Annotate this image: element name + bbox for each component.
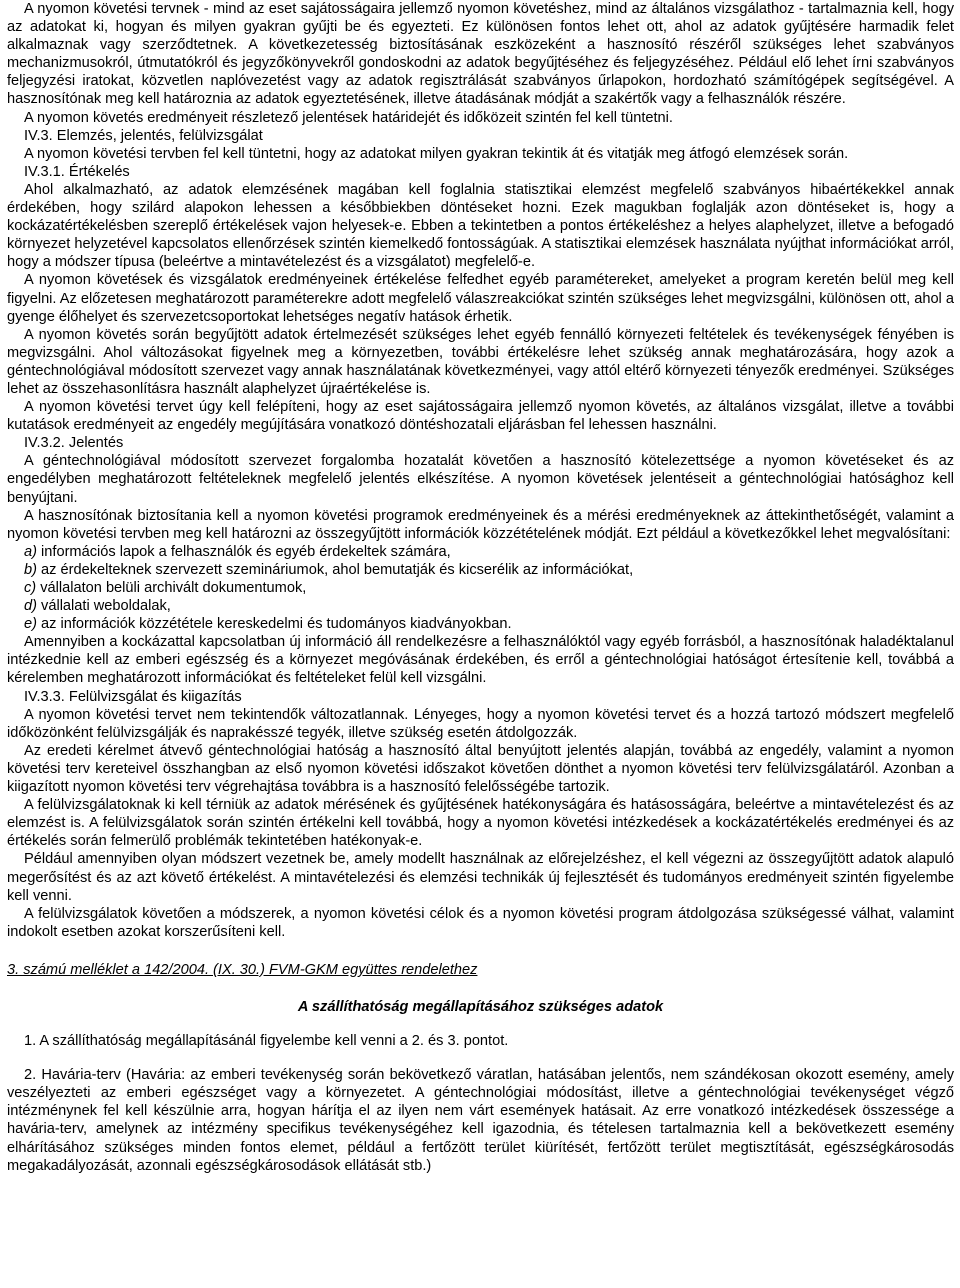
annex-reference: 3. számú melléklet a 142/2004. (IX. 30.) FVM-GKM együttes rendelethez [7,961,478,978]
paragraph: A nyomon követések és vizsgálatok eredményeinek értékelése felfedhet egyéb paramétereket, amelyeket a program keretén belül meg kell figyelni. Az előzetesen meghatározott paraméterekre adott megfelelő válaszreakciókat szintén szükséges lehet megvizsgálni, különösen ott, ahol a gyenge élőhelyet és szervezetcsoportokat lehetséges negatív hatások érhetik. [7,272,954,325]
paragraph: Amennyiben a kockázattal kapcsolatban új információ áll rendelkezésre a felhasználóktól vagy egyéb forrásból, a hasznosítónak haladéktalanul intézkednie kell az emberi egészség és a környezet megóvásának érdekében, és erről a géntechnológiai hatóságot értesítenie kell, továbbá a kérelemben meghatározott információkat és feltételeket felül kell vizsgálni. [7,634,954,687]
list-item-text: az információk közzététele kereskedelmi és tudományos kiadványokban. [36,616,512,633]
paragraph: Az eredeti kérelmet átvevő géntechnológiai hatóság a hasznosító által benyújtott jelentés alapján, továbbá az engedély, valamint a nyomon követési terv kereteivel összhangban az első nyomon követési időszakot követően dönthet a nyomon követési terv felülvizsgálatáról. Azonban a kiigazított nyomon követési terv végrehajtása továbbra is a hasznosító felelősségébe tartozik. [7,742,954,796]
list-marker: d) [24,598,37,615]
paragraph: A géntechnológiával módosított szervezet forgalomba hozatalát követően a hasznosító kötelezettsége a nyomon követéseket és az engedélyben meghatározott feltételeknek megfelelő jelentés elkészítése. A nyomon követések jelentéseit a géntechnológiai hatósághoz kell benyújtani. [7,453,954,506]
paragraph: Például amennyiben olyan módszert vezetnek be, amely modellt használnak az előrejelzéshez, el kell végezni az összegyűjtött adatok alapuló megerősítést és az azt követő értékelést. A mintavételezési és elemzési technikák új fejlesztését és tudományos eredményeit szintén figyelembe kell venni. [7,851,954,904]
list-item [7,615,954,633]
paragraph: A felülvizsgálatoknak ki kell térniük az adatok mérésének és gyűjtésének hatékonyságára és hatásosságára, beleértve a mintavételezést és az elemzést is. A felülvizsgálatok során szintén értékelni kell továbbá, hogy a nyomon követési intézkedések a kockázatértékelés eredményei és az értékelés során felmerülő problémák tekintetében hatékonyak-e. [7,797,954,850]
list-item-text: vállalati weboldalak, [36,598,171,615]
paragraph: A nyomon követési tervnek - mind az eset sajátosságaira jellemző nyomon követéshez, mind az általános vizsgálathoz - tartalmaznia kell, hogy az adatokat ki, hogyan és milyen gyakran gyűjti be és egyezteti. Ez különösen fontos lehet ott, ahol az adatok gyűjtésére harmadik felet alkalmaznak vagy szerződtetnek. A következetesség biztosításának eszközeként a hasznosító részéről szükséges lehet szabványos mechanizmusokról, útmutatókról és jegyzőkönyvekről gondoskodni az adatok begyűjtéséhez és feljegyzéséhez. Például elő lehet írni szabványos feljegyzési iratokat, közvetlen naplóvezetést vagy az adatok regisztrálását szabványos űrlapokon, hordozható számítógépek segítségével. A hasznosítónak meg kell határoznia az adatok egyeztetésének, illetve átadásának módját a szakértők vagy a felhasználók részére. [7,1,954,108]
annex-title: A szállíthatóság megállapításához szükséges adatok [297,998,664,1015]
list-item-text: vállalaton belüli archivált dokumentumok, [36,580,307,596]
list-marker: c) [24,580,37,596]
paragraph: A nyomon követési tervet úgy kell felépíteni, hogy az eset sajátosságaira jellemző nyomon követés, az általános vizsgálat, illetve a további kutatások eredményeit az engedély megújítására vonatkozó döntéshozatali eljárásban fel lehessen használni. [7,399,954,434]
spacer [7,1016,954,1032]
section-heading-iv31: IV.3.1. Értékelés [24,163,130,180]
paragraph: A nyomon követés eredményeit részletező jelentések határidejét és időközeit szintén fel kell tüntetni. [24,109,673,126]
paragraph: Ahol alkalmazható, az adatok elemzésének magában kell foglalnia statisztikai elemzést megfelelő szabványos hibaértékekkel annak érdekében, hogy szilárd alapokon lehessen a későbbiekben döntéseket hozni. Ezek magukban foglalják azon döntéseket is, hogy a kockázatértékelésben szereplő értékelések vajon helyesek-e. Ebben a tekintetben a pontos értékeléshez a helyes alaphelyzet, illetve a befogadó környezet helyzetével kapcsolatos ellenőrzések szintén kiemelkedő fontosságúak. A statisztikai elemzések használata nyújthat információkat arról, hogy a módszer típusa (beleértve a mintavételezést és a vizsgálatot) megfelelő-e. [7,181,954,271]
section-heading-iv33: IV.3.3. Felülvizsgálat és kiigazítás [24,688,242,705]
list-marker: b) [24,561,37,578]
spacer [7,1050,954,1066]
list-marker: e) [24,616,37,633]
section-heading-iv3: IV.3. Elemzés, jelentés, felülvizsgálat [24,127,263,144]
list-item-text: az érdekelteknek szervezett szemináriumok, ahol bemutatják és kicserélik az információkat, [36,561,634,578]
annex-item: 1. A szállíthatóság megállapításánál figyelembe kell venni a 2. és 3. pontot. [24,1033,509,1050]
paragraph: A nyomon követési tervet nem tekintendők változatlannak. Lényeges, hogy a nyomon követési tervet és a hozzá tartozó módszert megfelelő időközönként felülvizsgálják és naprakésszé tegyék, illetve szükség esetén átdolgozzák. [7,706,954,741]
paragraph: A nyomon követési tervben fel kell tüntetni, hogy az adatokat milyen gyakran tekintik át és vitatják meg átfogó elemzések során. [24,145,849,162]
paragraph: A nyomon követés során begyűjtött adatok értelmezését szükséges lehet egyéb fennálló környezeti feltételek és tevékenységek fényében is megvizsgálni. Ahol változásokat figyelnek meg a környezetben, további értékelésre lehet szükség annak meghatározására, hogy azok a géntechnológiával módosított szervezet vagy annak használatának következményei, vagy attól eltérő környezeti tényezők eredményei. Szükséges lehet az összehasonlításra használt alaphelyzet újraértékelése is. [7,326,954,397]
paragraph: A hasznosítónak biztosítania kell a nyomon követési programok eredményeinek és a mérési eredményeknek az áttekinthetőségét, valamint a nyomon követési tervben meg kell határozni az összegyűjtött információk közzétételének módját. Ezt például a következőkkel lehet megvalósítani: [7,507,954,542]
list-item [7,561,954,579]
list-item [7,579,954,597]
list-item-text: információs lapok a felhasználók és egyéb érdekeltek számára, [36,543,451,560]
list-marker: a) [24,543,37,560]
annex-item: 2. Havária-terv (Havária: az emberi tevékenység során bekövetkező váratlan, hatásában jelentős, nem szándékosan okozott esemény, amely veszélyezteti az emberi egészséget vagy a környezetet. A géntechnológiai módosítást, illetve a géntechnológiai tevékenységet végző intézménynek fel kell készülnie arra, hogyan hárítja el az ilyen nem várt események hatásait. Az erre vonatkozó intézkedések összessége a havária-terv, amelynek az intézmény specifikus tevékenységéhez kell igazodnia, és tételesen tartalmaznia kell a bekövetkezett esemény elhárításához szükséges minden fontos elemet, például a fertőzött terület kiürítését, fertőzött terület megtisztítását, egészségkárosodás megakadályozását, azonnali egészségkárosodások ellátását stb.) [7,1067,954,1174]
list-item [7,543,954,561]
paragraph: A felülvizsgálatok követően a módszerek, a nyomon követési célok és a nyomon követési program átdolgozása szükségessé válhat, valamint indokolt esetben azokat korszerűsíteni kell. [7,905,954,940]
section-heading-iv32: IV.3.2. Jelentés [24,435,124,452]
list-item [7,597,954,615]
